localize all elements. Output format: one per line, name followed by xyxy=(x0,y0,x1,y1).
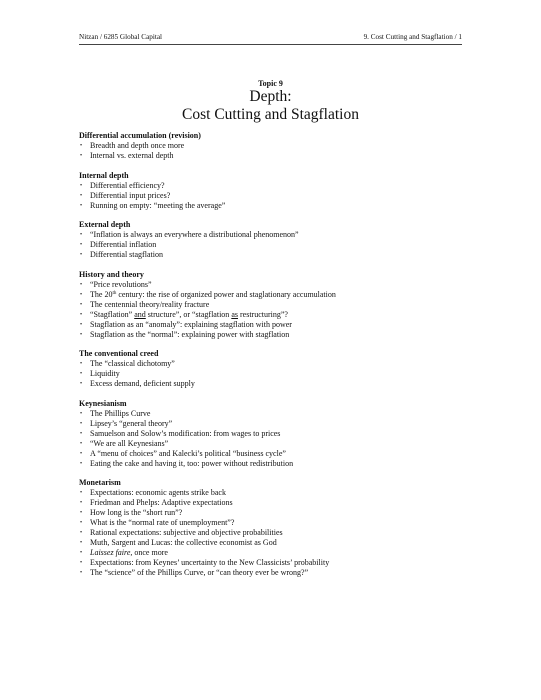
list-item: • Internal vs. external depth xyxy=(80,151,174,160)
section-conventional-creed xyxy=(79,349,479,389)
section-heading: Keynesianism xyxy=(79,398,127,408)
section-heading: Monetarism xyxy=(79,478,121,487)
list-item: • “Inflation is always an everywhere a distributional phenomenon” xyxy=(80,230,299,239)
bullet-icon: • xyxy=(80,291,83,298)
list-item: • Running on empty: “meeting the average” xyxy=(80,200,226,210)
list-item: • “Stagflation” and structure”, or “stagflation as restructuring”? xyxy=(80,309,288,319)
section-heading: External depth xyxy=(79,220,131,229)
section-history-and-theory xyxy=(79,270,479,340)
bullet-icon: • xyxy=(80,242,83,248)
bullet-icon: • xyxy=(80,252,83,258)
list-item: • “We are all Keynesians” xyxy=(80,438,169,448)
section-internal-depth xyxy=(79,171,479,211)
list-item: • Rational expectations: subjective and objective probabilities xyxy=(80,528,283,537)
list-item: • Differential efficiency? xyxy=(80,180,165,190)
list-item: • Eating the cake and having it, too: power without redistribution xyxy=(80,458,294,468)
bullet-icon: • xyxy=(80,570,83,576)
bullet-icon: • xyxy=(80,450,83,457)
bullet-list xyxy=(79,409,479,469)
list-item: • “Price revolutions” xyxy=(80,279,152,289)
section-heading: Internal depth xyxy=(79,170,129,180)
section-differential-accumulation xyxy=(79,131,479,161)
header-right: 9. Cost Cutting and Stagflation / 1 xyxy=(363,33,462,41)
bullet-icon: • xyxy=(80,281,83,288)
list-item: • Excess demand, deficient supply xyxy=(80,379,195,388)
outline-content xyxy=(79,131,479,588)
list-item: • Lipsey’s “general theory” xyxy=(80,418,173,428)
section-heading: History and theory xyxy=(79,269,144,279)
list-item: • Differential input prices? xyxy=(80,190,171,200)
bullet-icon: • xyxy=(80,560,83,566)
bullet-icon: • xyxy=(80,520,83,526)
bullet-list xyxy=(79,181,479,211)
title-line-2: Cost Cutting and Stagflation xyxy=(182,106,359,123)
bullet-list xyxy=(79,230,479,260)
bullet-icon: • xyxy=(80,381,83,387)
list-item: • Breadth and depth once more xyxy=(80,141,185,150)
list-item: • The Phillips Curve xyxy=(80,408,151,418)
list-item: • Liquidity xyxy=(80,369,120,378)
bullet-icon: • xyxy=(80,202,83,209)
list-item: • The “classical dichotomy” xyxy=(80,359,175,368)
topic-label: Topic 9 xyxy=(258,79,283,88)
bullet-icon: • xyxy=(80,500,83,506)
bullet-icon: • xyxy=(80,530,83,536)
bullet-icon: • xyxy=(80,153,83,159)
list-item: • Expectations: from Keynes’ uncertainty to the New Classicists’ probability xyxy=(80,558,330,567)
bullet-icon: • xyxy=(80,143,83,149)
list-item: • Stagflation as an “anomaly”: explaining stagflation with power xyxy=(80,319,292,329)
bullet-icon: • xyxy=(80,192,83,199)
list-item: • Expectations: economic agents strike back xyxy=(80,488,226,497)
list-item: • Muth, Sargent and Lucas: the collective economist as God xyxy=(80,538,277,547)
title-line-1: Depth: xyxy=(249,88,292,105)
bullet-icon: • xyxy=(80,311,83,318)
bullet-icon: • xyxy=(80,510,83,516)
list-item: • Stagflation as the “normal”: explaining power with stagflation xyxy=(80,329,290,339)
bullet-list xyxy=(79,359,479,389)
bullet-icon: • xyxy=(80,182,83,189)
bullet-icon: • xyxy=(80,361,83,367)
list-item: • Friedman and Phelps: Adaptive expectations xyxy=(80,498,233,507)
list-item: • The 20th century: the rise of organized power and staglationary accumulation xyxy=(80,289,336,299)
bullet-icon: • xyxy=(80,440,83,447)
bullet-list xyxy=(79,141,479,161)
section-external-depth xyxy=(79,220,479,260)
bullet-icon: • xyxy=(80,371,83,377)
bullet-icon: • xyxy=(80,420,83,427)
section-keynesianism xyxy=(79,399,479,469)
section-monetarism xyxy=(79,478,479,578)
list-item: • Laissez faire, once more xyxy=(80,548,168,557)
bullet-icon: • xyxy=(80,331,83,338)
list-item: • What is the “normal rate of unemployment”? xyxy=(80,518,235,527)
bullet-icon: • xyxy=(80,550,83,556)
list-item: • How long is the “short run”? xyxy=(80,508,183,517)
list-item: • Samuelson and Solow’s modification: from wages to prices xyxy=(80,428,281,438)
header-left: Nitzan / 6285 Global Capital xyxy=(79,33,163,41)
page-header xyxy=(79,33,462,45)
bullet-icon: • xyxy=(80,460,83,467)
list-item: • The centennial theory/reality fracture xyxy=(80,299,210,309)
bullet-icon: • xyxy=(80,321,83,328)
list-item: • Differential stagflation xyxy=(80,250,163,259)
bullet-icon: • xyxy=(80,410,83,417)
bullet-icon: • xyxy=(80,232,83,238)
bullet-list xyxy=(79,488,479,578)
list-item: • The “science” of the Phillips Curve, or “can theory ever be wrong?” xyxy=(80,568,309,577)
bullet-icon: • xyxy=(80,301,83,308)
list-item: • Differential inflation xyxy=(80,240,157,249)
bullet-icon: • xyxy=(80,430,83,437)
bullet-icon: • xyxy=(80,490,83,496)
page-title xyxy=(0,88,541,124)
section-heading: Differential accumulation (revision) xyxy=(79,131,201,140)
bullet-icon: • xyxy=(80,540,83,546)
list-item: • A “menu of choices” and Kalecki’s political “business cycle” xyxy=(80,448,286,458)
section-heading: The conventional creed xyxy=(79,349,159,358)
bullet-list xyxy=(79,280,479,340)
